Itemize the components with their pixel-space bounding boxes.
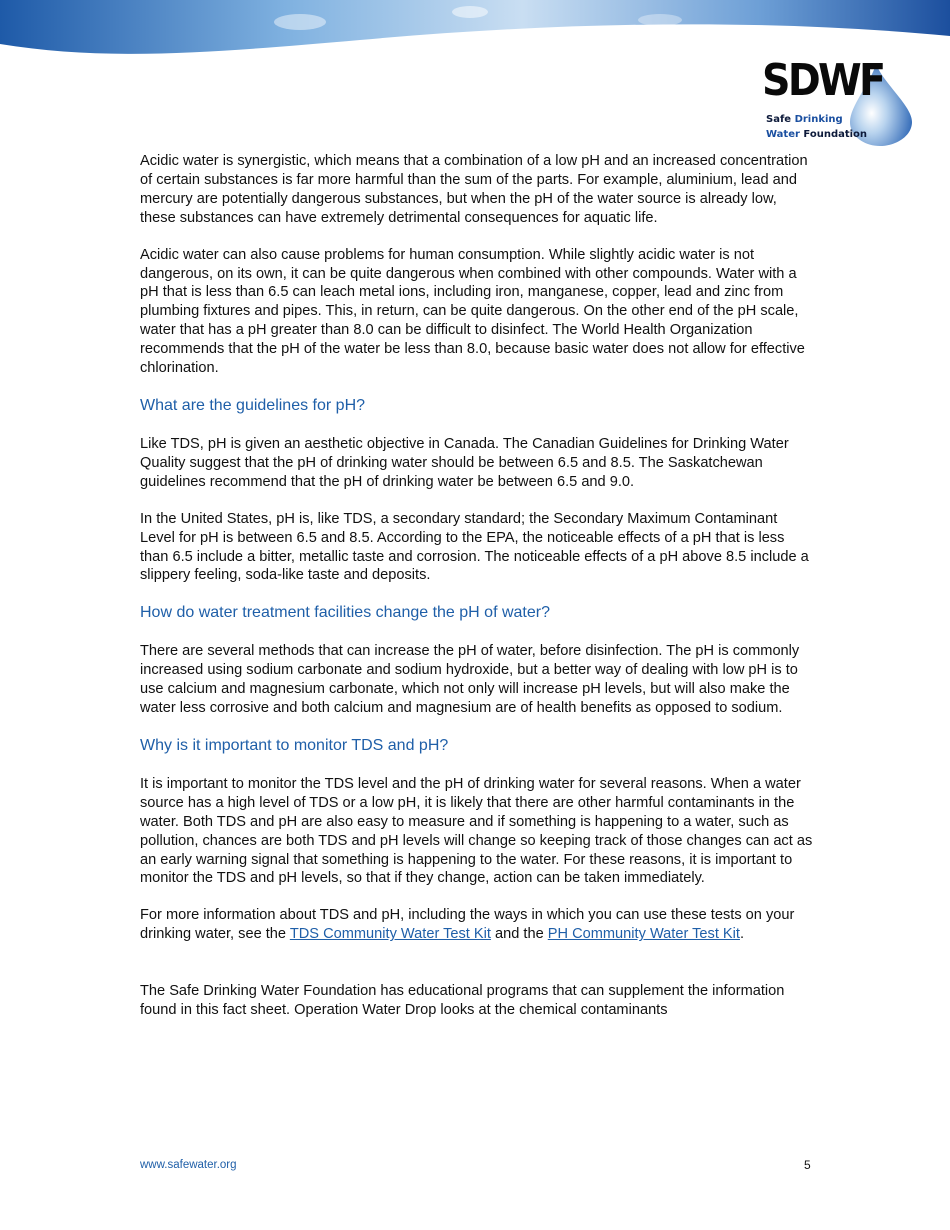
paragraph: In the United States, pH is, like TDS, a secondary standard; the Secondary Maximum Contaminant Level for pH is between 6.5 and 8.5. According to the EPA, the noticeable effects of a pH that is less than 6.5 include a bitter, metallic taste and corrosion. The noticeable effects of a pH above 8.5 include a slippery feeling, soda-like taste and deposits. — [140, 510, 809, 584]
spacer — [140, 962, 816, 982]
paragraph: Acidic water is synergistic, which means that a combination of a low pH and an increased concentration of certain substances is far more harmful than the sum of the parts. For example, aluminium, lead and mercury are potentially dangerous substances, but when the pH of the water source is already low, these substances can have extremely detrimental consequences for aquatic life. — [140, 153, 808, 226]
logo-acronym: SDWF — [762, 55, 884, 106]
paragraph: There are several methods that can increase the pH of water, before disinfection. The pH is commonly increased using sodium carbonate and sodium hydroxide, but a better way of dealing with low pH is to use calcium and magnesium carbonate, which not only will increase pH levels, but will also make the water less corrosive and both calcium and magnesium are of health benefits as opposed to sodium. — [140, 643, 800, 717]
section-heading: How do water treatment facilities change the pH of water? — [140, 604, 550, 622]
document-body — [140, 152, 816, 1038]
logo-subtitle-line2: Water Foundation — [766, 129, 868, 140]
sdwf-logo — [758, 52, 918, 147]
footer-website-url[interactable]: www.safewater.org — [140, 1159, 237, 1171]
paragraph: Like TDS, pH is given an aesthetic objective in Canada. The Canadian Guidelines for Drinking Water Quality suggest that the pH of drinking water should be between 6.5 and 8.5. The Saskatchewan guidelines recommend that the pH of drinking water be between 6.5 and 9.0. — [140, 435, 789, 490]
paragraph: The Safe Drinking Water Foundation has educational programs that can supplement the information found in this fact sheet. Operation Water Drop looks at the chemical contaminants — [140, 983, 785, 1019]
page-number: 5 — [804, 1158, 811, 1172]
ph-test-kit-link[interactable]: PH Community Water Test Kit — [547, 926, 740, 943]
logo-subtitle-line1: Safe Drinking — [766, 114, 843, 125]
section-heading: Why is it important to monitor TDS and pH? — [140, 736, 449, 754]
tds-test-kit-link[interactable]: TDS Community Water Test Kit — [289, 926, 491, 943]
paragraph-with-links: For more information about TDS and pH, including the ways in which you can use these tests on your drinking water, see the TDS Community Water Test Kit and the PH Community Water Test Kit. — [140, 907, 795, 943]
section-heading: What are the guidelines for pH? — [140, 396, 366, 414]
paragraph: Acidic water can also cause problems for human consumption. While slightly acidic water is not dangerous, on its own, it can be quite dangerous when combined with other compounds. Water with a pH that is less than 6.5 can leach metal ions, including iron, manganese, copper, lead and zinc from plumbing fixtures and pipes. This, in return, can be quite dangerous. On the other end of the pH scale, water that has a pH greater than 8.0 can be difficult to disinfect. The World Health Organization recommends that the pH of the water be less than 8.0, because basic water does not allow for effective chlorination. — [140, 246, 805, 377]
paragraph: It is important to monitor the TDS level and the pH of drinking water for several reasons. When a water source has a high level of TDS or a low pH, it is likely that there are other harmful contaminants in the water. Both TDS and pH are also easy to measure and if something is happening to a water, such as pollution, chances are both TDS and pH levels will change so keeping track of those changes can act as an early warning signal that something is happening to the water. For these reasons, it is important to monitor the TDS and pH levels, so that if they change, action can be taken immediately. — [140, 775, 813, 887]
